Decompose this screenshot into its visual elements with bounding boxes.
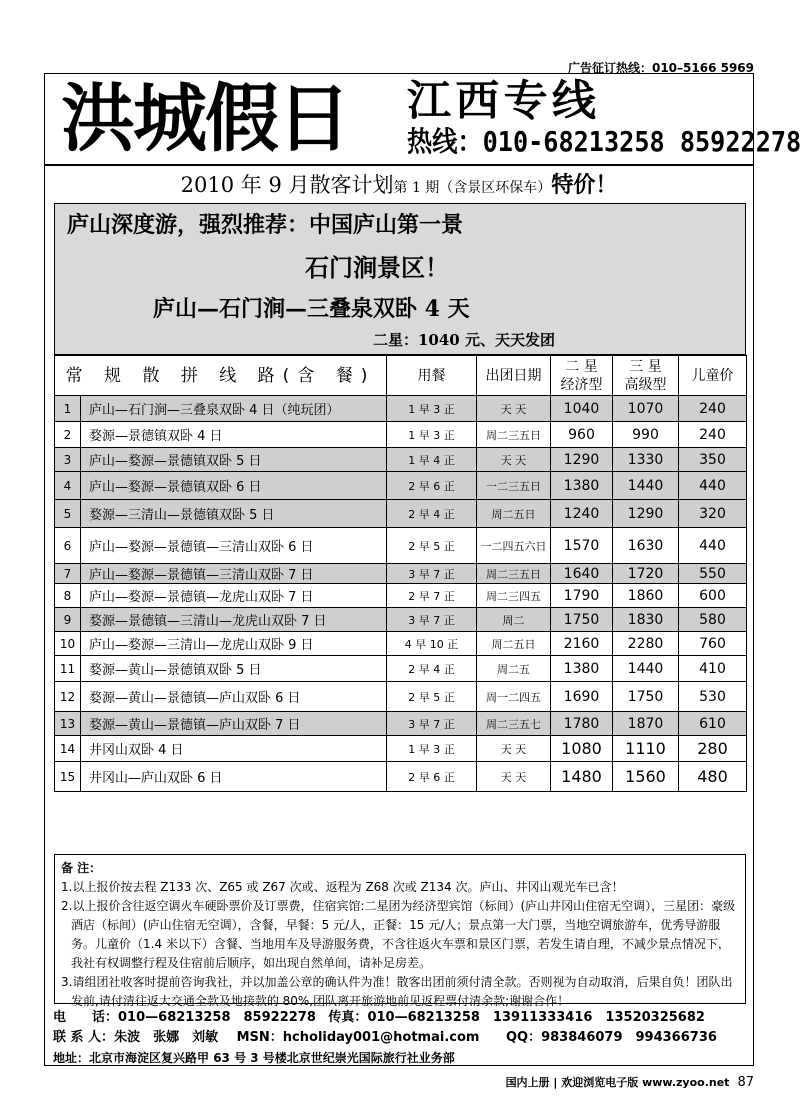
cell-route: 井冈山双卧 4 日 (81, 736, 387, 762)
header-two-star (551, 356, 613, 396)
cell-two-star: 2160 (551, 632, 613, 656)
cell-route: 庐山—婺源—景德镇双卧 5 日 (81, 448, 387, 472)
cell-three-star: 1110 (613, 736, 679, 762)
cell-route: 庐山—石门涧—三叠泉双卧 4 日（纯玩团） (81, 396, 387, 422)
cell-two-star: 1750 (551, 608, 613, 632)
cell-meal: 1 早 3 正 (387, 396, 477, 422)
header-departure: 出团日期 (477, 356, 551, 396)
cell-meal: 3 早 7 正 (387, 712, 477, 736)
cell-departure: 天 天 (477, 736, 551, 762)
cell-child: 550 (679, 564, 747, 584)
cell-departure: 周二 (477, 608, 551, 632)
note-item-1: 1.以上报价按去程 Z133 次、Z65 或 Z67 次或、返程为 Z68 次或 Z134 次。庐山、井冈山观光车已含！ (61, 880, 624, 894)
phone-value: 010—68213258 85922278 (118, 1010, 316, 1025)
table-row (55, 712, 747, 736)
cell-two-star: 1040 (551, 396, 613, 422)
cell-no: 10 (55, 632, 81, 656)
address-label: 地址： (53, 1051, 90, 1065)
cell-three-star: 1440 (613, 472, 679, 500)
cell-departure: 一二三五日 (477, 472, 551, 500)
contact-address-row (53, 1048, 753, 1068)
cell-no: 7 (55, 564, 81, 584)
cell-two-star: 1080 (551, 736, 613, 762)
cell-meal: 1 早 4 正 (387, 448, 477, 472)
cell-meal: 2 早 4 正 (387, 500, 477, 528)
note-item-3: 3.请组团社收客时提前咨询我社，并以加盖公章的确认件为准！散客出团前须付清全款。否则视为自动取消，后果自负！团队出发前,请付清往返大交通全款及地接款的 80%,团队离开旅游地前见返程票付清余款;谢谢合作！ (61, 975, 733, 1008)
header-hotline: 热线：010-68213258 85922278 (407, 125, 801, 158)
cell-three-star: 1860 (613, 584, 679, 608)
cell-departure: 一二四五六日 (477, 528, 551, 564)
table-row (55, 656, 747, 682)
cell-two-star: 960 (551, 422, 613, 448)
contact-person-row (53, 1028, 753, 1048)
header-three-star (613, 356, 679, 396)
cell-departure: 周二五 (477, 656, 551, 682)
table-row (55, 396, 747, 422)
cell-no: 3 (55, 448, 81, 472)
table-row (55, 632, 747, 656)
cell-two-star: 1690 (551, 682, 613, 712)
cell-meal: 2 早 7 正 (387, 584, 477, 608)
header-three-star-line1: 三 星 (629, 358, 662, 375)
cell-child: 440 (679, 528, 747, 564)
cell-departure: 周二五日 (477, 632, 551, 656)
promo-line-3: 庐山—石门涧—三叠泉双卧 4 天 (153, 296, 470, 322)
qq-label: QQ： (505, 1030, 542, 1045)
cell-no: 14 (55, 736, 81, 762)
cell-child: 320 (679, 500, 747, 528)
cell-three-star: 2280 (613, 632, 679, 656)
page-footer (506, 1074, 754, 1090)
cell-no: 2 (55, 422, 81, 448)
plan-line (45, 168, 753, 202)
cell-route: 井冈山—庐山双卧 6 日 (81, 762, 387, 792)
fax-value: 010—68213258 13911333416 13520325682 (367, 1010, 705, 1025)
header-two-star-line2: 经济型 (560, 376, 603, 393)
table-row (55, 736, 747, 762)
header-meal: 用餐 (387, 356, 477, 396)
header (45, 74, 801, 166)
plan-special: 特价！ (551, 172, 618, 198)
plan-issue: 第 1 期（含景区环保车） (393, 180, 552, 196)
cell-route: 婺源—黄山—景德镇双卧 5 日 (81, 656, 387, 682)
cell-departure: 周二三五日 (477, 422, 551, 448)
cell-meal: 1 早 3 正 (387, 422, 477, 448)
cell-meal: 2 早 6 正 (387, 762, 477, 792)
cell-two-star: 1290 (551, 448, 613, 472)
cell-child: 580 (679, 608, 747, 632)
route-rows (55, 396, 747, 792)
cell-child: 440 (679, 472, 747, 500)
table-row (55, 472, 747, 500)
ad-hotline: 广告征订热线：010–5166 5969 (567, 61, 754, 75)
advert-frame (44, 73, 801, 1066)
cell-child: 410 (679, 656, 747, 682)
cell-two-star: 1240 (551, 500, 613, 528)
cell-three-star: 1560 (613, 762, 679, 792)
cell-no: 5 (55, 500, 81, 528)
cell-no: 9 (55, 608, 81, 632)
qq-value: 983846079 994366736 (541, 1030, 717, 1045)
cell-route: 婺源—景德镇—三清山—龙虎山双卧 7 日 (81, 608, 387, 632)
phone-label: 电 话： (53, 1010, 119, 1025)
fax-label: 传真： (328, 1010, 368, 1025)
header-three-star-line2: 高级型 (624, 376, 667, 393)
cell-two-star: 1480 (551, 762, 613, 792)
header-child: 儿童价 (679, 356, 747, 396)
cell-route: 庐山—婺源—景德镇—龙虎山双卧 7 日 (81, 584, 387, 608)
table-row (55, 608, 747, 632)
cell-route: 婺源—黄山—景德镇—庐山双卧 6 日 (81, 682, 387, 712)
cell-child: 600 (679, 584, 747, 608)
cell-no: 15 (55, 762, 81, 792)
cell-meal: 4 早 10 正 (387, 632, 477, 656)
cell-child: 240 (679, 396, 747, 422)
cell-child: 240 (679, 422, 747, 448)
cell-departure: 周二三四五 (477, 584, 551, 608)
note-item-2: 2.以上报价含往返空调火车硬卧票价及订票费，住宿宾馆:二星团为经济型宾馆（标间）(庐山井冈山住宿无空调），三星团：豪级酒店（标间）(庐山住宿无空调），含餐，早餐：5 元/人，正餐：15 元/人；景点第一大门票，当地空调旅游车，优秀导游服务。儿童价（1.4 米以下）含餐、当地用车及导游服务费，不含往返火车票和景区门票，若发生请自理，不减少景点情况下，我社有权调整行程及住宿前后顺序，如出现自然单间，请补足房差。 (61, 899, 736, 970)
cell-three-star: 1720 (613, 564, 679, 584)
cell-route: 庐山—婺源—景德镇—三清山双卧 7 日 (81, 564, 387, 584)
cell-three-star: 1290 (613, 500, 679, 528)
cell-route: 庐山—婺源—景德镇—三清山双卧 6 日 (81, 528, 387, 564)
msn-label: MSN： (236, 1030, 283, 1045)
cell-two-star: 1570 (551, 528, 613, 564)
cell-route: 庐山—婺源—景德镇双卧 6 日 (81, 472, 387, 500)
notes-box (54, 854, 746, 1008)
table-row (55, 500, 747, 528)
cell-route: 婺源—景德镇双卧 4 日 (81, 422, 387, 448)
cell-departure: 周二三五七 (477, 712, 551, 736)
cell-no: 4 (55, 472, 81, 500)
cell-no: 12 (55, 682, 81, 712)
table-row (55, 528, 747, 564)
cell-two-star: 1780 (551, 712, 613, 736)
cell-departure: 周一二四五 (477, 682, 551, 712)
cell-child: 280 (679, 736, 747, 762)
cell-child: 610 (679, 712, 747, 736)
cell-no: 8 (55, 584, 81, 608)
header-route: 常 规 散 拼 线 路(含 餐) (55, 356, 387, 396)
routes-table (54, 355, 747, 792)
cell-child: 480 (679, 762, 747, 792)
promo-line-2: 石门涧景区！ (305, 253, 449, 282)
cell-no: 11 (55, 656, 81, 682)
table-row (55, 564, 747, 584)
promo-line-4: 二星：1040 元、天天发团 (373, 331, 555, 349)
cell-three-star: 1870 (613, 712, 679, 736)
cell-route: 庐山—婺源—三清山—龙虎山双卧 9 日 (81, 632, 387, 656)
cell-three-star: 1630 (613, 528, 679, 564)
address-value: 北京市海淀区复兴路甲 63 号 3 号楼北京世纪崇光国际旅行社业务部 (89, 1051, 455, 1065)
footer-text: 国内上册 | 欢迎浏览电子版 www.zyoo.net (505, 1076, 730, 1089)
cell-meal: 3 早 7 正 (387, 564, 477, 584)
cell-two-star: 1380 (551, 656, 613, 682)
table-row (55, 682, 747, 712)
cell-three-star: 1750 (613, 682, 679, 712)
table-row (55, 584, 747, 608)
cell-two-star: 1380 (551, 472, 613, 500)
contact-phone-row (53, 1008, 753, 1028)
cell-departure: 周二三五日 (477, 564, 551, 584)
cell-route: 婺源—黄山—景德镇—庐山双卧 7 日 (81, 712, 387, 736)
contact-block (53, 1008, 753, 1068)
cell-departure: 天 天 (477, 448, 551, 472)
cell-route: 婺源—三清山—景德镇双卧 5 日 (81, 500, 387, 528)
msn-value: hcholiday001@hotmai.com (282, 1030, 480, 1045)
cell-meal: 2 早 5 正 (387, 528, 477, 564)
table-row (55, 762, 747, 792)
cell-three-star: 1830 (613, 608, 679, 632)
table-row (55, 448, 747, 472)
cell-meal: 1 早 3 正 (387, 736, 477, 762)
cell-departure: 周二五日 (477, 500, 551, 528)
cell-two-star: 1640 (551, 564, 613, 584)
cell-three-star: 1070 (613, 396, 679, 422)
header-two-star-line1: 二 星 (565, 358, 598, 375)
cell-child: 530 (679, 682, 747, 712)
page-number: 87 (737, 1075, 754, 1090)
cell-three-star: 1440 (613, 656, 679, 682)
cell-departure: 天 天 (477, 762, 551, 792)
cell-no: 6 (55, 528, 81, 564)
person-label: 联 系 人： (53, 1030, 115, 1045)
cell-meal: 3 早 7 正 (387, 608, 477, 632)
cell-no: 1 (55, 396, 81, 422)
cell-no: 13 (55, 712, 81, 736)
promo-line-1: 庐山深度游，强烈推荐：中国庐山第一景 (67, 212, 464, 238)
cell-meal: 2 早 4 正 (387, 656, 477, 682)
table-header-row (55, 356, 747, 396)
special-line-title: 江西专线 (407, 76, 601, 125)
cell-meal: 2 早 6 正 (387, 472, 477, 500)
cell-three-star: 1330 (613, 448, 679, 472)
table-row (55, 422, 747, 448)
cell-meal: 2 早 5 正 (387, 682, 477, 712)
promo-box (54, 203, 746, 355)
cell-two-star: 1790 (551, 584, 613, 608)
brand-title: 洪城假日 (61, 76, 349, 162)
persons: 朱波 张娜 刘敏 (114, 1030, 219, 1045)
cell-departure: 天 天 (477, 396, 551, 422)
notes-title: 备 注： (61, 861, 102, 875)
cell-three-star: 990 (613, 422, 679, 448)
cell-child: 760 (679, 632, 747, 656)
plan-date: 2010 年 9 月散客计划 (180, 173, 394, 197)
cell-child: 350 (679, 448, 747, 472)
